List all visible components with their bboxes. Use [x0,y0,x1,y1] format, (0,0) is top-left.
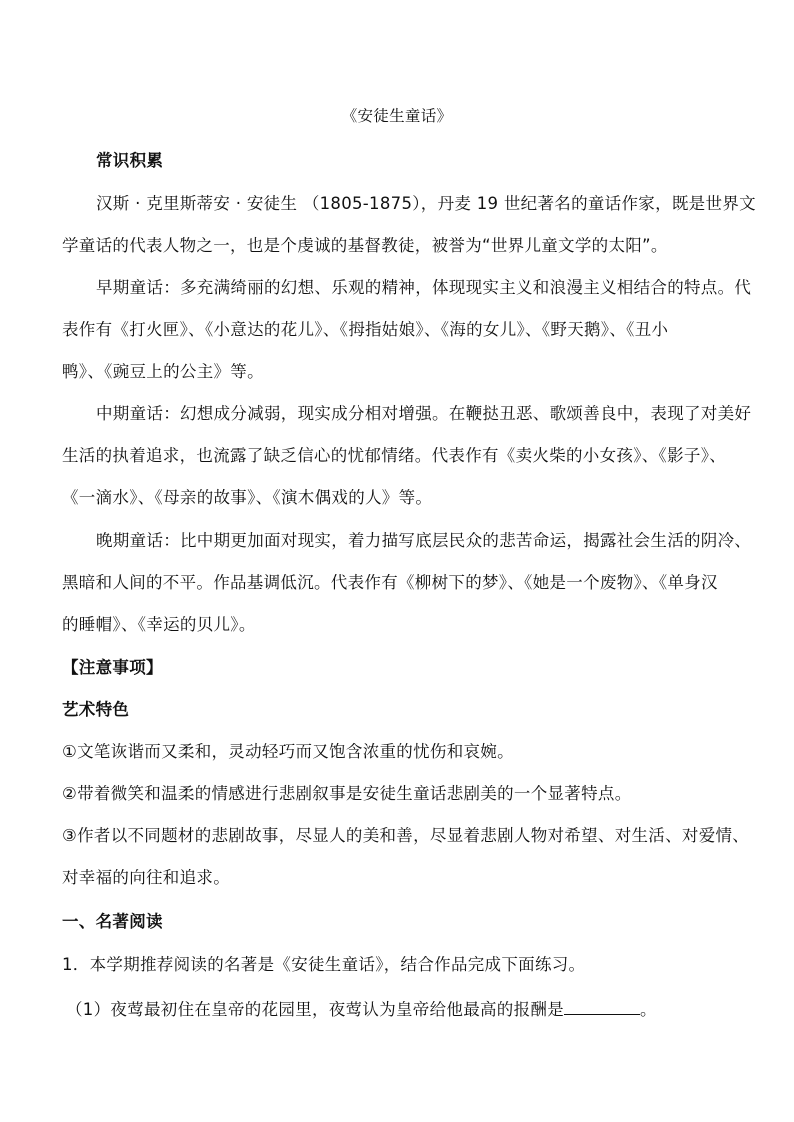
intro-line-2: 学童话的代表人物之一，也是个虔诚的基督教徒，被誉为“世界儿童文学的太阳”。 [62,236,668,255]
heading-knowledge: 常识积累 [96,151,164,170]
answer-blank[interactable] [564,998,640,1015]
late-line-1: 晚期童话：比中期更加面对现实，着力描写底层民众的悲苦命运，揭露社会生活的阴冷、 [96,531,752,550]
intro-line-1: 汉斯 · 克里斯蒂安 · 安徒生 （1805-1875），丹麦 19 世纪著名的童话作家，既是世界文 [96,194,756,213]
section-1-heading: 一、名著阅读 [62,912,163,931]
late-line-3: 的睡帽》、《幸运的贝儿》。 [62,615,256,634]
question-1-1-end: 。 [640,1000,657,1019]
middle-line-3: 《一滴水》、《母亲的故事》、《演木偶戏的人》等。 [62,488,433,507]
question-1-1-text: （1）夜莺最初住在皇帝的花园里，夜莺认为皇帝给他最高的报酬是 [66,1000,564,1019]
art-heading: 艺术特色 [62,700,130,719]
art-point-3-line-1: ③作者以不同题材的悲剧故事，尽显人的美和善，尽显着悲剧人物对希望、对生活、对爱情、 [62,826,750,845]
middle-line-2: 生活的执着追求，也流露了缺乏信心的忧郁情绪。代表作有《卖火柴的小女孩》、《影子》、 [62,446,727,465]
art-point-3-line-2: 对幸福的向往和追求。 [62,868,230,887]
notes-heading: 【注意事项】 [62,658,163,677]
question-1: 1．本学期推荐阅读的名著是《安徒生童话》，结合作品完成下面练习。 [62,955,586,974]
question-1-1 [66,998,746,1020]
late-line-2: 黑暗和人间的不平。作品基调低沉。代表作有《柳树下的梦》、《她是一个废物》、《单身汉 [62,573,718,592]
art-point-1: ①文笔诙谐而又柔和，灵动轻巧而又饱含浓重的忧伤和哀婉。 [62,742,514,761]
art-point-2: ②带着微笑和温柔的情感进行悲剧叙事是安徒生童话悲剧美的一个显著特点。 [62,784,632,803]
early-line-2: 表作有《打火匣》、《小意达的花儿》、《拇指姑娘》、《海的女儿》、《野天鹅》、《丑小 [62,320,669,339]
middle-line-1: 中期童话：幻想成分减弱，现实成分相对增强。在鞭挞丑恶、歌颂善良中，表现了对美好 [96,404,752,423]
page-title: 《安徒生童话》 [341,107,453,125]
early-line-3: 鸭》、《豌豆上的公主》等。 [62,362,264,381]
early-line-1: 早期童话：多充满绮丽的幻想、乐观的精神，体现现实主义和浪漫主义相结合的特点。代 [96,278,752,297]
